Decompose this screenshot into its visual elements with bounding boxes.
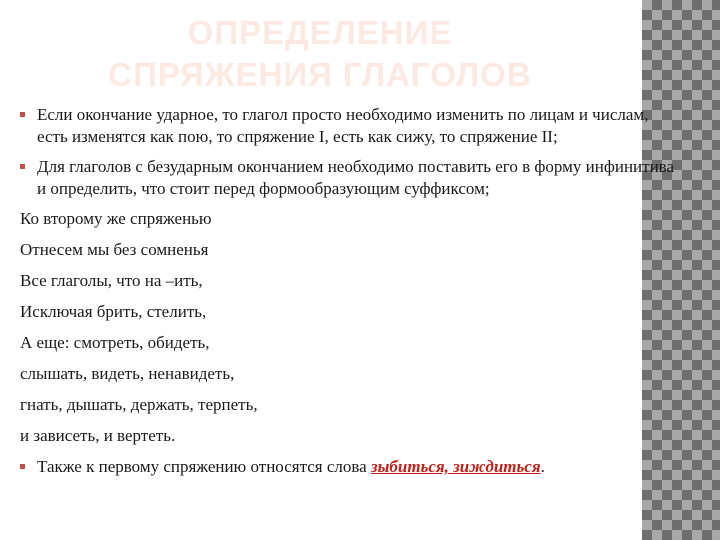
bullet-text-after: . <box>540 457 545 476</box>
poem-line: А еще: смотреть, обидеть, <box>20 333 210 352</box>
bullet-square-icon <box>20 164 25 169</box>
bullet-item <box>20 156 700 200</box>
poem-line: Ко второму же спряженью <box>20 209 212 228</box>
poem <box>20 208 700 447</box>
slide-content <box>20 104 700 486</box>
title-line-1: ОПРЕДЕЛЕНИЕ <box>187 14 453 51</box>
poem-line: Исключая брить, стелить, <box>20 302 207 321</box>
bullet-text: Если окончание ударное, то глагол просто необходимо изменить по лицам и числам, есть изменятся как пою, то спряжение I, есть как сижу, то спряжение II; <box>37 105 649 146</box>
poem-line: Все глаголы, что на –ить, <box>20 271 203 290</box>
bullet-text <box>37 456 700 478</box>
highlighted-words: зыбиться, зиждиться <box>370 457 541 476</box>
bullet-item <box>20 456 700 478</box>
bullet-item <box>20 104 700 148</box>
bullet-square-icon <box>20 464 25 469</box>
bullet-text-before: Также к первому спряжению относятся слова <box>37 457 371 476</box>
bullet-text: Для глаголов с безударным окончанием необходимо поставить его в форму инфинитива и определить, что стоит перед формообразующим суффиксом; <box>37 157 675 198</box>
poem-line: слышать, видеть, ненавидеть, <box>20 364 235 383</box>
slide-title <box>40 12 600 96</box>
poem-line: гнать, дышать, держать, терпеть, <box>20 395 258 414</box>
title-line-2: СПРЯЖЕНИЯ ГЛАГОЛОВ <box>108 56 532 93</box>
poem-line: и зависеть, и вертеть. <box>20 426 176 445</box>
poem-line: Отнесем мы без сомненья <box>20 240 209 259</box>
bullet-square-icon <box>20 112 25 117</box>
